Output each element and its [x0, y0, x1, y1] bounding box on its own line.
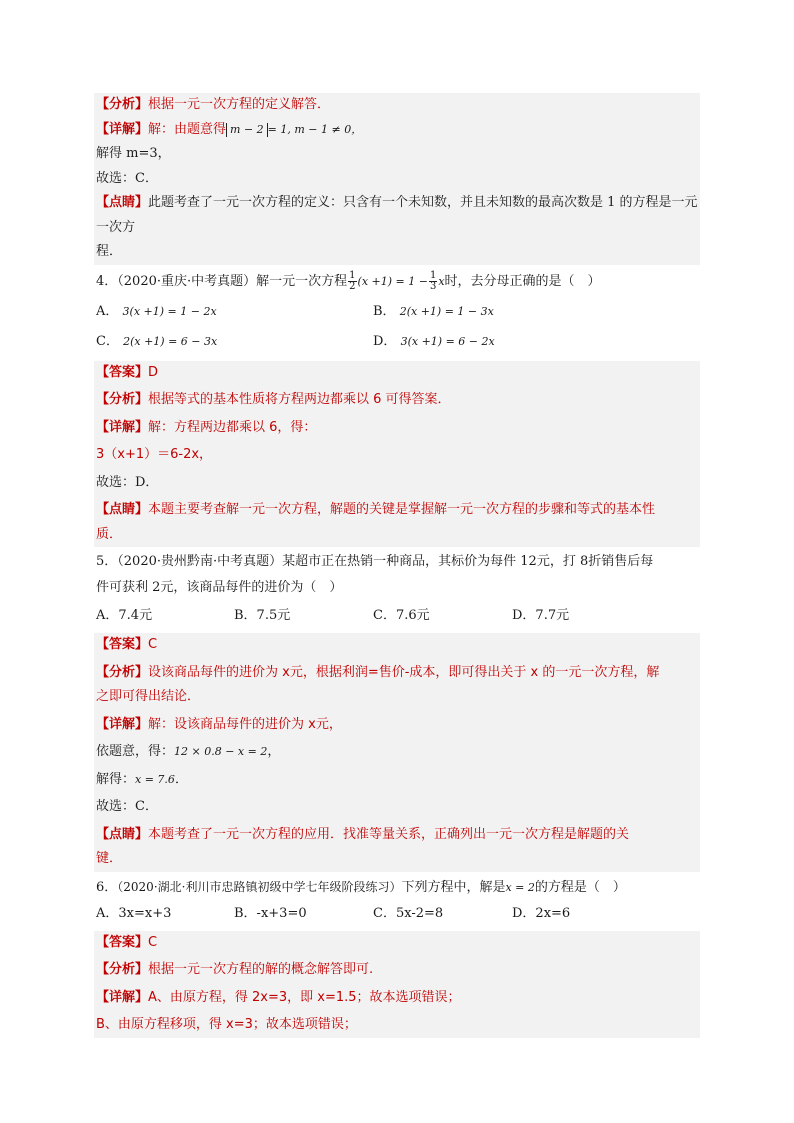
- q3-detail: [96, 118, 698, 143]
- q5-option-c[interactable]: C．7.6元: [373, 608, 430, 623]
- q4-answer-value: D: [148, 364, 159, 380]
- q6-detail-text: A、由原方程，得 2x=3，即 x=1.5；故本选项错误；: [148, 989, 461, 1005]
- q4-option-d[interactable]: D． 3(x +1) = 6 − 2x: [373, 333, 495, 349]
- q6-detail: [96, 986, 698, 1011]
- q5-answer-tag: 【答案】: [96, 637, 149, 652]
- q5-answer: [96, 633, 698, 658]
- q6-stem-a: 下列方程中，解是: [401, 879, 506, 895]
- q3-solution: [94, 93, 700, 265]
- q3-comment-tag: 【点睛】: [96, 195, 149, 210]
- q4-stem-b: 时，去分母正确的是（ ）: [444, 273, 601, 289]
- q6-answer: [96, 931, 698, 956]
- q6-source: （2020·湖北·利川市忠路镇初级中学七年级阶段练习）: [117, 879, 402, 894]
- q3-comment-text: 此题考查了一元一次方程的定义：只含有一个未知数，并且未知数的最高次数是 1 的方程是一元一次方: [96, 195, 698, 235]
- q4-analysis: [96, 388, 698, 413]
- q5-solution: [94, 633, 700, 872]
- q4-comment-cont: 质．: [96, 526, 123, 542]
- q4-stem-a: 解一元一次方程: [256, 273, 348, 289]
- q4-line2: 3（x+1）＝6-2x，: [96, 447, 213, 462]
- q6-analysis: [96, 958, 698, 983]
- q5-solution-value: x = 7.6: [135, 772, 175, 786]
- q5-comment: [96, 823, 698, 848]
- q6-option-b[interactable]: B．-x+3=0: [234, 905, 307, 921]
- q5-comment-tag: 【点睛】: [96, 826, 149, 842]
- q4-line3: 故选：D．: [96, 474, 159, 490]
- q4-analysis-text: 根据等式的基本性质将方程两边都乘以 6 可得答案．: [148, 392, 451, 407]
- q5-answer-value: C: [148, 637, 158, 652]
- q4-comment-tag: 【点睛】: [96, 502, 149, 517]
- q6-analysis-tag: 【分析】: [96, 962, 149, 977]
- q5-option-b[interactable]: B．7.5元: [234, 608, 291, 623]
- q5-line3: 解得：x = 7.6．: [96, 771, 188, 787]
- document-page: [94, 93, 700, 1038]
- q5-equation: 12 × 0.8 − x = 2: [174, 745, 268, 758]
- q4-source: （2020·重庆·中考真题）: [117, 273, 257, 289]
- q3-analysis-tag: 【分析】: [96, 97, 149, 112]
- q6-options: [94, 901, 700, 927]
- q6-analysis-text: 根据一元一次方程的解的概念解答即可.: [148, 962, 374, 977]
- q4-detail: [96, 416, 698, 441]
- q6-option-d[interactable]: D．2x=6: [512, 905, 571, 921]
- q6-detail-tag: 【详解】: [96, 989, 149, 1005]
- q5-option-a[interactable]: A．7.4元: [96, 608, 153, 623]
- q5-analysis: [96, 661, 698, 686]
- q5-line4: 故选：C．: [96, 799, 158, 814]
- q3-analysis: [96, 93, 698, 118]
- q4-option-a[interactable]: A． 3(x +1) = 1 − 2x: [96, 303, 217, 319]
- q4-option-b[interactable]: B． 2(x +1) = 1 − 3x: [373, 303, 494, 319]
- q4-frac-half: $\frac{1}{2}$: [349, 269, 356, 292]
- q3-line3: 故选：C．: [96, 170, 158, 186]
- q4-number: 4．: [96, 273, 118, 289]
- q3-line2: 解得 m=3，: [96, 146, 171, 161]
- q5-options: [94, 603, 700, 629]
- q5-source: （2020·贵州黔南·中考真题）: [117, 554, 283, 569]
- q3-comment: [96, 191, 698, 240]
- q5-comment-text: 本题考查了一元一次方程的应用．找准等量关系，正确列出一元一次方程是解题的关: [148, 826, 630, 842]
- q6-option-c[interactable]: C．5x-2=8: [373, 905, 444, 921]
- q6-option-a[interactable]: A．3x=x+3: [96, 905, 172, 921]
- q3-analysis-text: 根据一元一次方程的定义解答．: [148, 97, 331, 112]
- q4-answer: [96, 361, 698, 386]
- q6-number: 6．: [96, 879, 118, 895]
- q5-analysis-text: 设该商品每件的进价为 x元，根据利润=售价-成本，即可得出关于 x 的一元一次方程，解: [148, 664, 660, 680]
- q5-stem-cont: 件可获利 2元，该商品每件的进价为（ ）: [96, 580, 343, 595]
- q5-detail: [96, 713, 698, 738]
- q4-comment: [96, 498, 698, 523]
- q6-stem-math: x = 2: [505, 880, 535, 894]
- q6-answer-tag: 【答案】: [96, 934, 149, 950]
- q4-option-c[interactable]: C． 2(x +1) = 6 − 3x: [96, 333, 218, 349]
- q4-comment-text: 本题主要考查解一元一次方程，解题的关键是掌握解一元一次方程的步骤和等式的基本性: [148, 502, 656, 517]
- q4-detail-text: 解：方程两边都乘以 6，得：: [148, 419, 317, 435]
- q5-option-d[interactable]: D．7.7元: [512, 608, 570, 623]
- q5-detail-text: 解：设该商品每件的进价为 x元，: [148, 716, 342, 732]
- q3-comment-cont: 程．: [96, 244, 123, 259]
- q4-stem-math2: x: [438, 274, 445, 288]
- q3-abs-expr: m − 2: [226, 123, 268, 137]
- q6-stem-b: 的方程是（ ）: [534, 879, 626, 895]
- q5-analysis-tag: 【分析】: [96, 664, 149, 680]
- q4-options-row2: [94, 329, 700, 355]
- q5-stem-a: 某超市正在热销一种商品，其标价为每件 12元，打 8折销售后每: [282, 554, 654, 569]
- q5-number: 5．: [96, 554, 118, 569]
- q6-solution: [94, 931, 700, 1038]
- q4-frac-third: $\frac{1}{3}$: [429, 269, 437, 292]
- q4-solution: [94, 361, 700, 548]
- q3-detail-text: 解：由题意得: [148, 121, 227, 137]
- q3-detail-tag: 【详解】: [96, 121, 149, 137]
- q4-analysis-tag: 【分析】: [96, 392, 149, 407]
- q6-stem: [94, 874, 700, 901]
- q5-analysis-cont: 之即可得出结论．: [96, 689, 201, 704]
- q5-line2: 依题意，得：12 × 0.8 − x = 2，: [96, 744, 281, 759]
- q4-stem: [94, 269, 700, 295]
- q5-detail-tag: 【详解】: [96, 716, 149, 732]
- q4-answer-tag: 【答案】: [96, 364, 149, 380]
- q4-stem-math1: (x +1) = 1 −: [357, 274, 428, 288]
- q4-options-row1: [94, 299, 700, 325]
- q6-line2: B、由原方程移项，得 x=3；故本选项错误；: [96, 1017, 357, 1032]
- q3-detail-math: = 1, m − 1 ≠ 0，: [267, 122, 363, 136]
- q4-detail-tag: 【详解】: [96, 419, 149, 435]
- q6-answer-value: C: [148, 934, 158, 950]
- q5-stem: [94, 549, 700, 575]
- q5-comment-cont: 键．: [96, 851, 123, 866]
